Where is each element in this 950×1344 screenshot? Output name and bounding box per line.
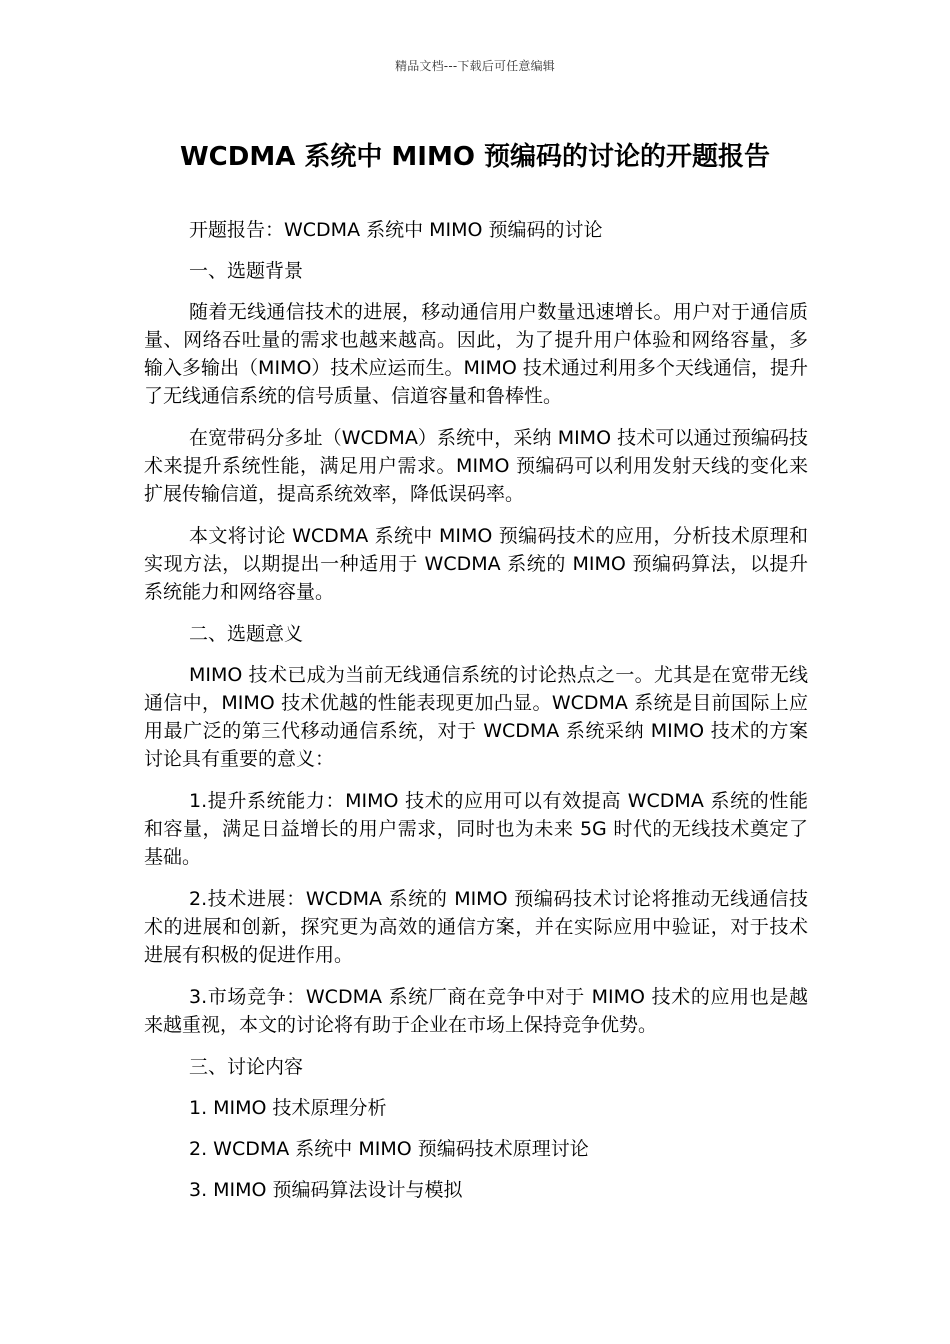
- background-paragraph-2: 在宽带码分多址（WCDMA）系统中，采纳 MIMO 技术可以通过预编码技术来提升系统性能，满足用户需求。MIMO 预编码可以利用发射天线的变化来扩展传输信道，提高系统效率，降低误码率。: [144, 427, 808, 505]
- significance-heading: 二、选题意义: [189, 623, 304, 645]
- significance-paragraph-2: 1.提升系统能力：MIMO 技术的应用可以有效提高 WCDMA 系统的性能和容量，满足日益增长的用户需求，同时也为未来 5G 时代的无线技术奠定了基础。: [144, 790, 808, 868]
- content-heading: 三、讨论内容: [189, 1056, 304, 1078]
- background-heading: 一、选题背景: [189, 260, 304, 282]
- significance-paragraph-1: MIMO 技术已成为当前无线通信系统的讨论热点之一。尤其是在宽带无线通信中，MIMO 技术优越的性能表现更加凸显。WCDMA 系统是目前国际上应用最广泛的第三代移动通信系统，对于 WCDMA 系统采纳 MIMO 技术的方案讨论具有重要的意义：: [144, 664, 808, 770]
- intro-line: 开题报告：WCDMA 系统中 MIMO 预编码的讨论: [189, 219, 603, 241]
- content-item-1: 1. MIMO 技术原理分析: [189, 1097, 387, 1119]
- background-paragraph-3: 本文将讨论 WCDMA 系统中 MIMO 预编码技术的应用，分析技术原理和实现方法，以期提出一种适用于 WCDMA 系统的 MIMO 预编码算法，以提升系统能力和网络容量。: [144, 525, 808, 603]
- document-body: [144, 216, 808, 1217]
- header-note: 精品文档---下载后可任意编辑: [395, 59, 555, 73]
- content-item-3: 3. MIMO 预编码算法设计与模拟: [189, 1179, 463, 1201]
- significance-paragraph-4: 3.市场竞争：WCDMA 系统厂商在竞争中对于 MIMO 技术的应用也是越来越重视，本文的讨论将有助于企业在市场上保持竞争优势。: [144, 986, 808, 1036]
- significance-paragraph-3: 2.技术进展：WCDMA 系统的 MIMO 预编码技术讨论将推动无线通信技术的进展和创新，探究更为高效的通信方案，并在实际应用中验证，对于技术进展有积极的促进作用。: [144, 888, 808, 966]
- content-item-2: 2. WCDMA 系统中 MIMO 预编码技术原理讨论: [189, 1138, 589, 1160]
- document-title: WCDMA 系统中 MIMO 预编码的讨论的开题报告: [179, 142, 770, 172]
- background-paragraph-1: 随着无线通信技术的进展，移动通信用户数量迅速增长。用户对于通信质量、网络吞吐量的需求也越来越高。因此，为了提升用户体验和网络容量，多输入多输出（MIMO）技术应运而生。MIMO 技术通过利用多个天线通信，提升了无线通信系统的信号质量、信道容量和鲁棒性。: [144, 301, 808, 407]
